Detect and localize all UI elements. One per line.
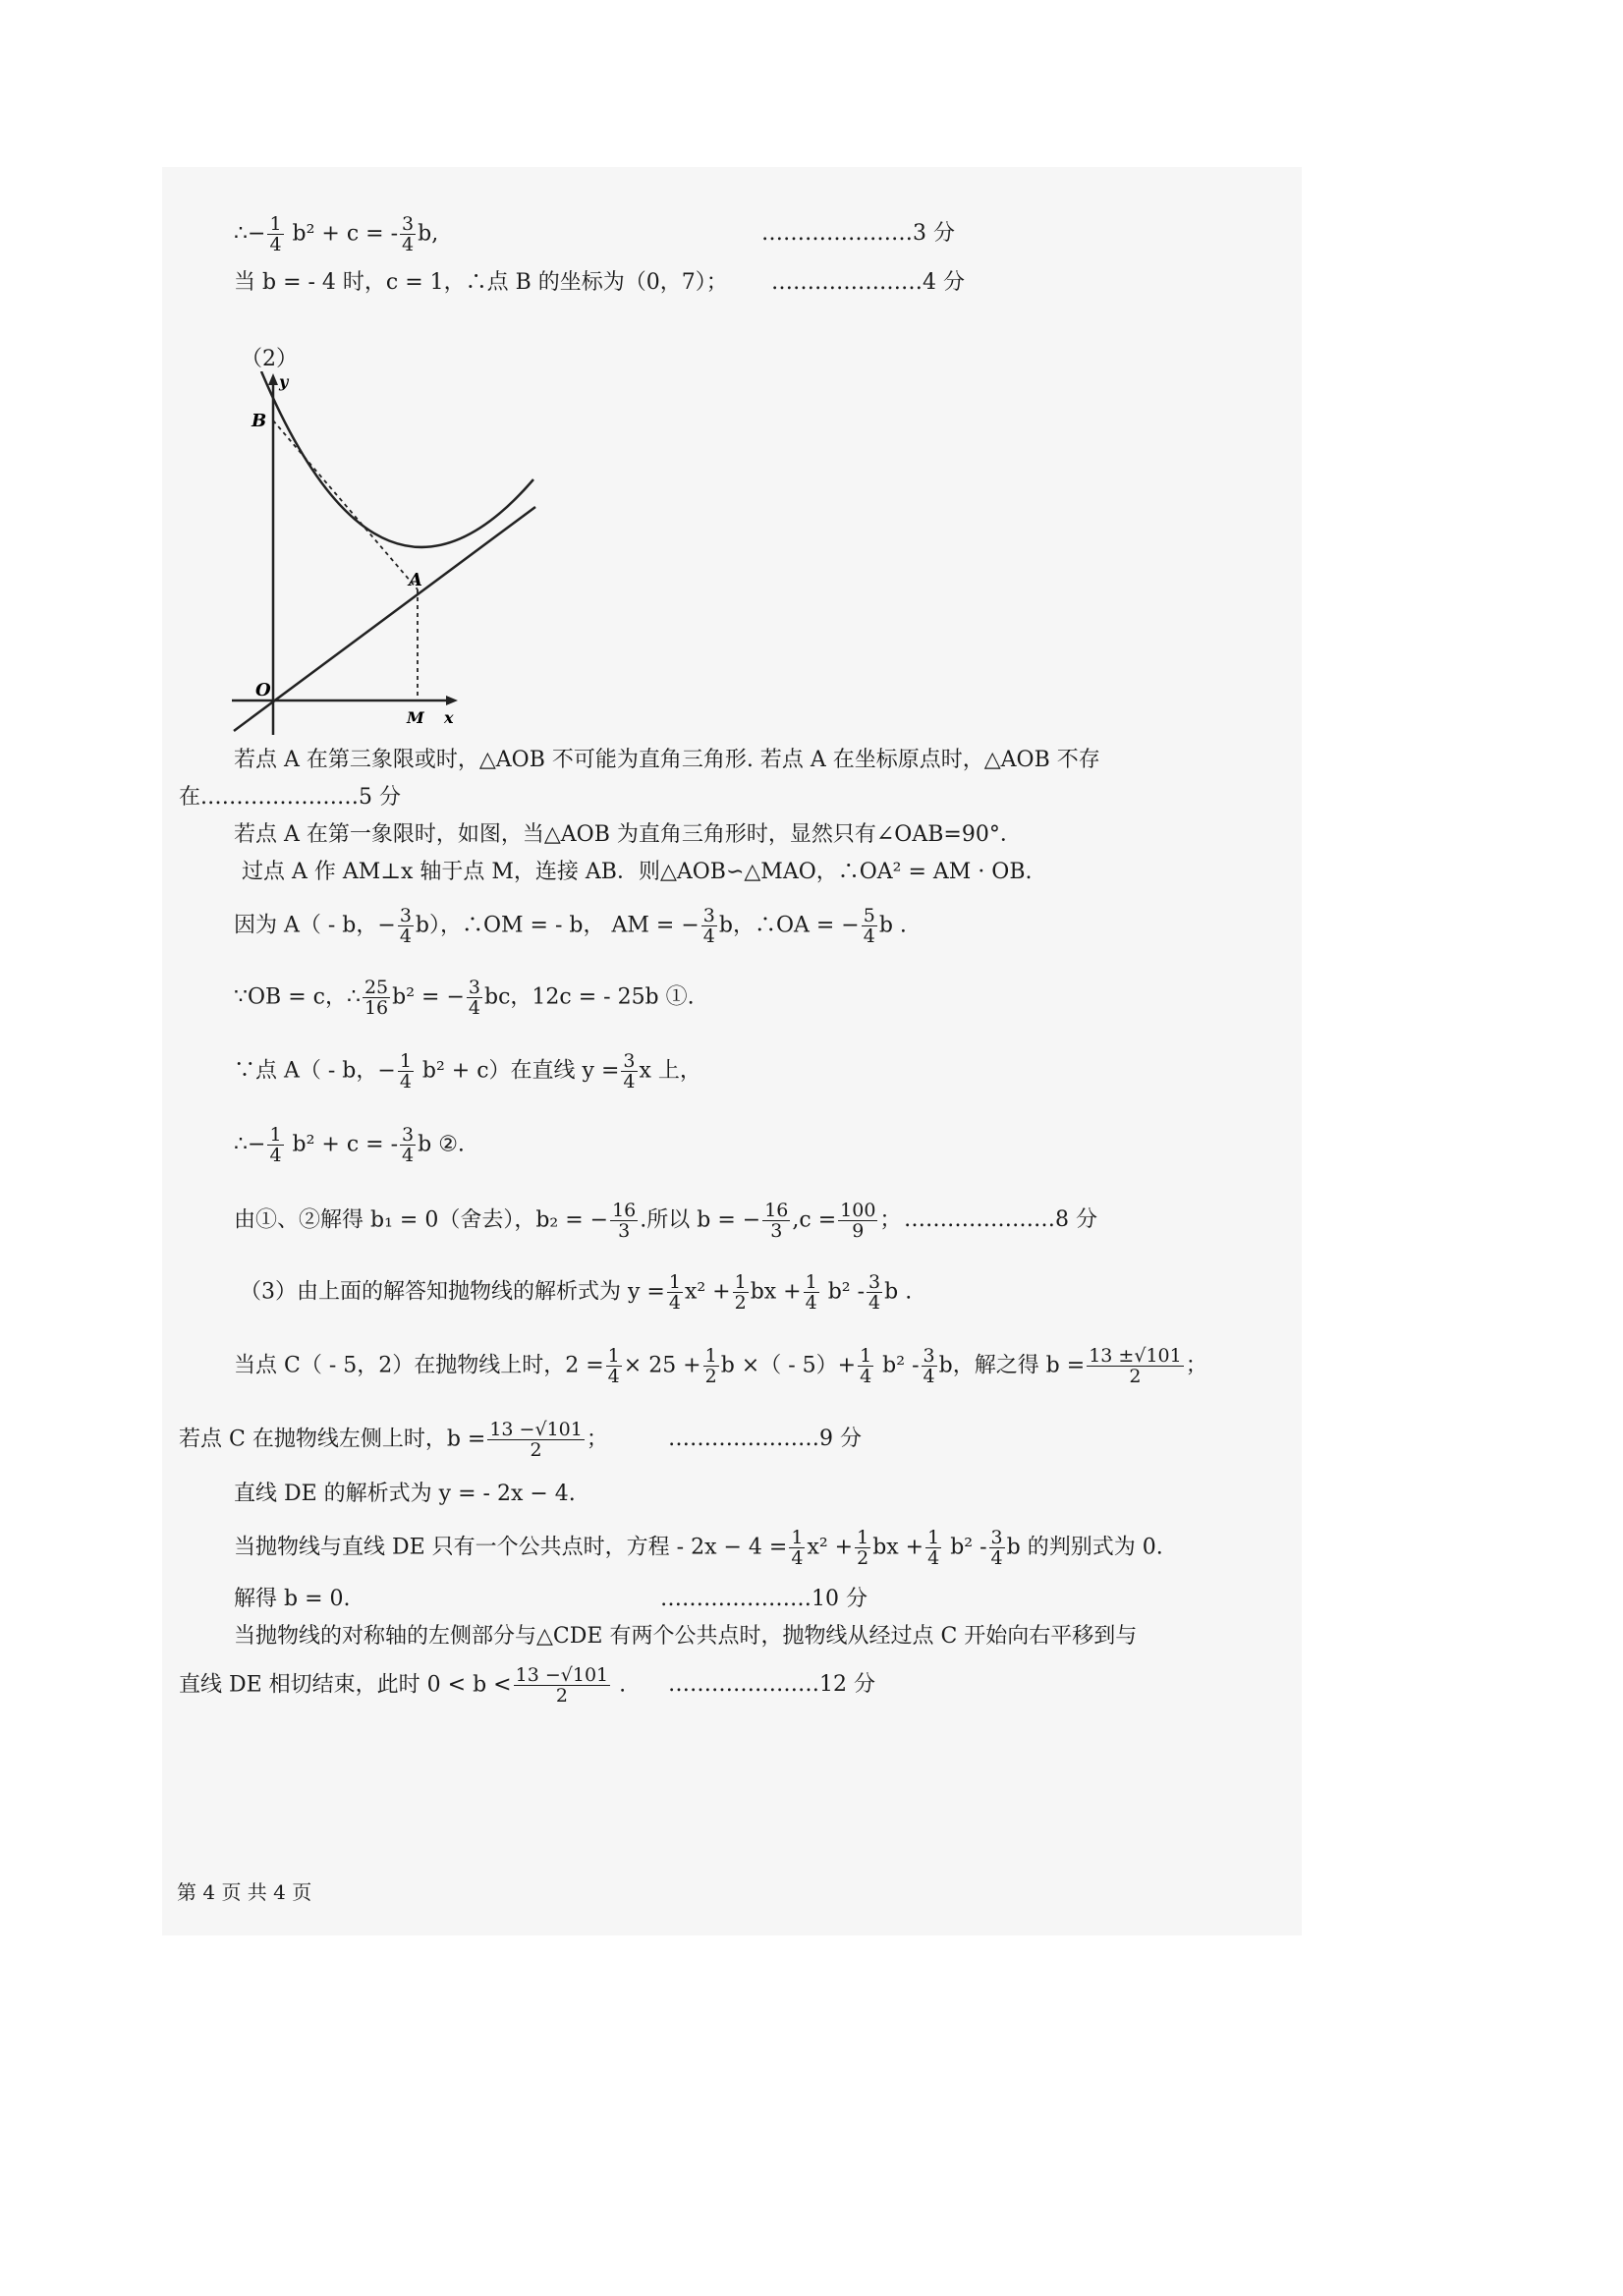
text-line: 若点 A 在第一象限时，如图，当△AOB 为直角三角形时，显然只有∠OAB=90°．	[234, 822, 1022, 847]
text-line: 解得 b = 0.	[234, 1587, 351, 1611]
fraction: $\frac{3}{4}$	[868, 1271, 881, 1314]
fraction: $\frac{3}{4}$	[468, 977, 480, 1019]
fraction: $\frac{1}{2}$	[857, 1527, 869, 1569]
text-line: 过点 A 作 AM⊥x 轴于点 M，连接 AB．则△AOB∽△MAO，∴OA² = AM · OB.	[242, 860, 1033, 884]
line-y-3-4x	[234, 507, 535, 731]
fraction: $\frac{3}{4}$	[923, 1345, 935, 1387]
fraction: $\frac{1}{4}$	[668, 1271, 681, 1314]
text-line: 在.…………………5 分	[179, 785, 401, 810]
text-line: 若点 A 在第三象限或时，△AOB 不可能为直角三角形. 若点 A 在坐标原点时，△AOB 不存	[234, 748, 1100, 772]
score-marker: …………………10 分	[660, 1587, 867, 1611]
equation-line-12: （3）由上面的解答知抛物线的解析式为 y = $\frac{1}{4}$ x² + $\frac{1}{2}$ bx + $\frac{1}{4}$ b² - $\frac{3}{4}$ b .	[240, 1271, 913, 1314]
label-b: B	[252, 411, 267, 431]
fraction: $\frac{3}{4}$	[623, 1050, 636, 1092]
fraction: $\frac{3}{4}$	[702, 905, 715, 947]
fraction: $\frac{1}{4}$	[805, 1271, 817, 1314]
equation-line-19: 直线 DE 相切结束，此时 0 < b < $\frac{13 -√101}{2}$ .	[179, 1664, 627, 1707]
fraction: $\frac{100}{9}$	[840, 1200, 876, 1242]
fraction: $\frac{1}{4}$	[927, 1527, 940, 1569]
score-marker: …………………4 分	[771, 270, 965, 295]
text-line: 当抛物线的对称轴的左侧部分与△CDE 有两个公共点时，抛物线从经过点 C 开始向右平移到与	[234, 1624, 1138, 1649]
label-x: x	[444, 708, 454, 727]
fraction: $\frac{13 \pm√101}{2}$	[1089, 1345, 1182, 1387]
x-axis-arrow-icon	[446, 696, 458, 705]
parabola-figure	[224, 371, 548, 745]
fraction: $\frac{16}{3}$	[764, 1200, 789, 1242]
fraction: $\frac{1}{4}$	[269, 213, 282, 255]
equation-line-16: 当抛物线与直线 DE 只有一个公共点时，方程 - 2x − 4 = $\frac{1}{4}$ x² + $\frac{1}{2}$ bx + $\frac{1}{4}$ b² - $\frac{3}{4}$ b 的判别式为 0.	[234, 1527, 1163, 1569]
label-a: A	[409, 570, 422, 590]
equation-line-10: ∴− $\frac{1}{4}$ b² + c = - $\frac{3}{4}$ b ②.	[234, 1124, 465, 1166]
fraction: $\frac{1}{2}$	[704, 1345, 717, 1387]
fraction: $\frac{25}{16}$	[364, 977, 389, 1019]
label-o: O	[255, 680, 271, 700]
score-marker: …………………3 分	[761, 221, 955, 246]
equation-line-9: ∵点 A（ - b，− $\frac{1}{4}$ b² + c）在直线 y = $\frac{3}{4}$ x 上，	[234, 1050, 701, 1092]
fraction: $\frac{1}{4}$	[399, 1050, 412, 1092]
y-axis-arrow-icon	[268, 373, 278, 385]
page-footer: 第 4 页 共 4 页	[177, 1880, 312, 1904]
score-marker: …………………12 分	[668, 1672, 875, 1697]
label-m: M	[407, 708, 424, 727]
fraction: $\frac{5}{4}$	[863, 905, 875, 947]
segment-ba-dotted	[273, 420, 418, 589]
equation-line-13: 当点 C（ - 5，2）在抛物线上时，2 = $\frac{1}{4}$ × 25 + $\frac{1}{2}$ b ×（ - 5）+ $\frac{1}{4}$ b² - $\frac{3}{4}$ b，解之得 b = $\frac{13 \pm√101}{2}$ ；	[234, 1345, 1207, 1387]
equation-line-8: ∵OB = c，∴ $\frac{25}{16}$ b² = − $\frac{3}{4}$ bc，12c = - 25b ①.	[234, 977, 695, 1019]
text-line: 当 b = - 4 时，c = 1，∴点 B 的坐标为（0，7）；	[234, 270, 728, 295]
fraction: $\frac{1}{4}$	[791, 1527, 804, 1569]
fraction: $\frac{1}{4}$	[269, 1124, 282, 1166]
equation-line-14: 若点 C 在抛物线左侧上时，b = $\frac{13 -√101}{2}$ ；	[179, 1419, 608, 1461]
label-y: y	[279, 372, 289, 391]
fraction: $\frac{3}{4}$	[402, 1124, 415, 1166]
fraction: $\frac{13 -√101}{2}$	[489, 1419, 583, 1461]
fraction: $\frac{3}{4}$	[990, 1527, 1003, 1569]
fraction: $\frac{3}{4}$	[399, 905, 412, 947]
score-marker: …………………9 分	[668, 1427, 862, 1451]
fraction: $\frac{1}{4}$	[607, 1345, 620, 1387]
equation-line-7: 因为 A（ - b，− $\frac{3}{4}$ b），∴OM = - b， AM = − $\frac{3}{4}$ b，∴OA = − $\frac{5}{4}$ b .	[234, 905, 907, 947]
parabola-curve	[261, 371, 533, 547]
text-line: 直线 DE 的解析式为 y = - 2x − 4.	[234, 1482, 576, 1506]
fraction: $\frac{13 -√101}{2}$	[515, 1664, 609, 1707]
fraction: $\frac{1}{4}$	[860, 1345, 872, 1387]
score-marker: …………………8 分	[904, 1207, 1097, 1232]
equation-line-1: ∴− $\frac{1}{4}$ b² + c = - $\frac{3}{4}$ b,	[234, 213, 439, 255]
fraction: $\frac{16}{3}$	[612, 1200, 637, 1242]
fraction: $\frac{3}{4}$	[402, 213, 415, 255]
part-label: （2）	[241, 347, 298, 371]
fraction: $\frac{1}{2}$	[734, 1271, 747, 1314]
equation-line-11: 由①、②解得 b₁ = 0（舍去），b₂ = − $\frac{16}{3}$ .所以 b = − $\frac{16}{3}$ ,c = $\frac{100}{9}$ ；	[234, 1200, 902, 1242]
